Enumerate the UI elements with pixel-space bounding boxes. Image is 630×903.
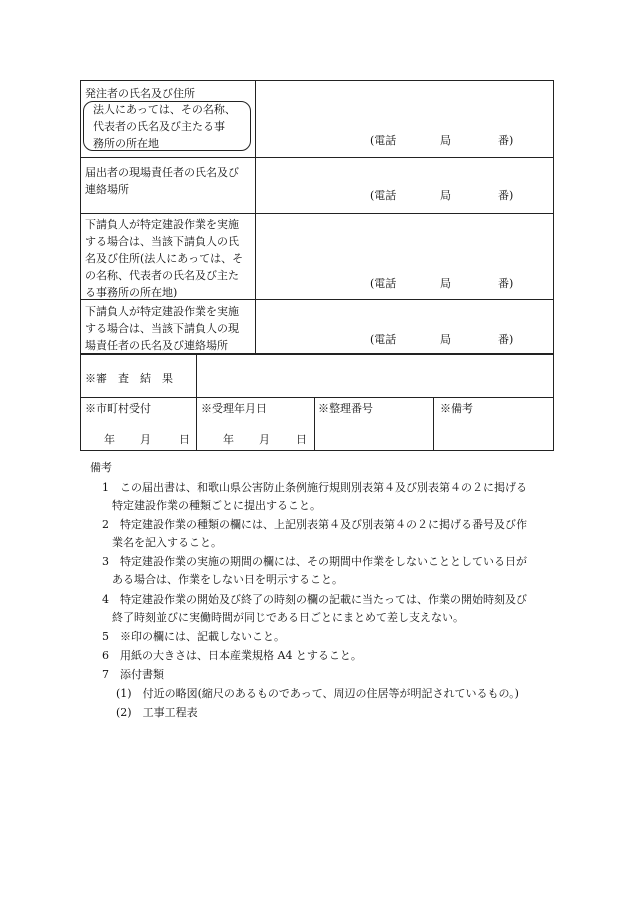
- reference-number-field[interactable]: [315, 417, 432, 450]
- reference-number-label: ※整理番号: [318, 402, 373, 415]
- note-item-1-continued: 特定建設作業の種類ごとに提出すること。: [112, 499, 321, 512]
- official-remarks-field[interactable]: [434, 417, 553, 450]
- attachment-item-2: (2) 工事工程表: [116, 706, 198, 719]
- orderer-corporate-note: 法人にあっては、その名称、 代表者の氏名及び主たる事 務所の所在地: [93, 103, 236, 150]
- note-item-3: 3 特定建設作業の実施の期間の欄には、その期間中作業をしないこととしている日が: [102, 555, 527, 568]
- subcontractor-manager-phone-field[interactable]: (電話 局 番): [370, 333, 514, 346]
- note-item-4-continued: 終了時刻並びに実働時間が同じである日ごとにまとめて差し支えない。: [112, 611, 464, 624]
- official-remarks-label: ※備考: [440, 402, 473, 415]
- municipal-reception-date[interactable]: 年 月 日: [104, 433, 190, 446]
- review-result-label: ※審 査 結 果: [85, 372, 173, 385]
- table2-row-divider: [80, 397, 554, 398]
- receipt-date-label: ※受理年月日: [201, 402, 267, 415]
- notes-heading: 備考: [90, 461, 112, 474]
- subcontractor-phone-field[interactable]: (電話 局 番): [370, 277, 514, 290]
- note-item-5: 5 ※印の欄には、記載しないこと。: [102, 630, 285, 643]
- orderer-phone-field[interactable]: (電話 局 番): [370, 134, 514, 147]
- attachment-item-1: (1) 付近の略図(縮尺のあるものであって、周辺の住居等が明記されているもの。): [116, 687, 519, 700]
- site-manager-label: 届出者の現場責任者の氏名及び 連絡場所: [85, 166, 239, 196]
- note-item-1: 1 この届出書は、和歌山県公害防止条例施行規則別表第４及び別表第４の２に掲げる: [102, 481, 527, 494]
- note-item-6: 6 用紙の大きさは、日本産業規格 A4 とすること。: [102, 649, 362, 662]
- note-item-2: 2 特定建設作業の種類の欄には、上記別表第４及び別表第４の２に掲げる番号及び作: [102, 518, 527, 531]
- note-item-4: 4 特定建設作業の開始及び終了の時刻の欄の記載に当たっては、作業の開始時刻及び: [102, 593, 527, 606]
- subcontractor-label: 下請負人が特定建設作業を実施 する場合は、当該下請負人の氏 名及び住所(法人にあっては、そ の名称、代表者の氏名及び主た る事務所の所在地): [85, 218, 244, 299]
- table2-column-divider: [196, 397, 197, 451]
- note-item-7: 7 添付書類: [102, 668, 164, 681]
- receipt-date-field[interactable]: 年 月 日: [223, 433, 307, 446]
- review-result-field[interactable]: [197, 355, 553, 396]
- table1-column-divider: [255, 80, 256, 354]
- orderer-label: 発注者の氏名及び住所: [85, 87, 195, 100]
- municipal-reception-label: ※市町村受付: [85, 402, 151, 415]
- table1-row-divider: [80, 213, 554, 214]
- note-item-3-continued: ある場合は、作業をしない日を明示すること。: [112, 573, 343, 586]
- table1-row-divider: [80, 157, 554, 158]
- subcontractor-manager-label: 下請負人が特定建設作業を実施 する場合は、当該下請負人の現 場責任者の氏名及び連絡場所: [85, 305, 239, 352]
- note-item-2-continued: 業名を記入すること。: [112, 536, 222, 549]
- site-manager-phone-field[interactable]: (電話 局 番): [370, 189, 514, 202]
